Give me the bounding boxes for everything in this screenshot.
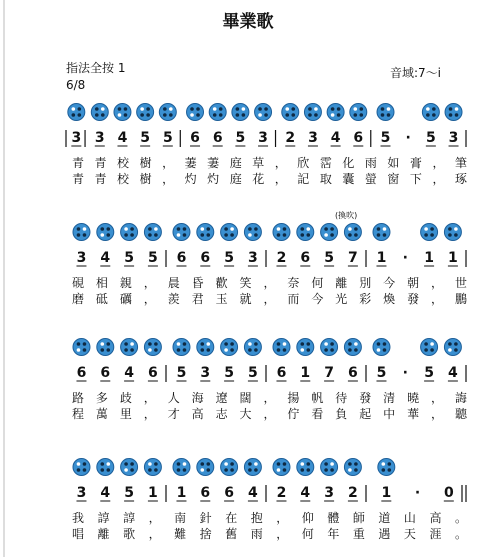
lyrics-verse-1: 青青校樹，萋萋庭草，欣霑化雨如膏，筆 [72, 156, 467, 170]
note: 2 [348, 485, 358, 501]
fingering-icon [244, 459, 261, 476]
note: 6 [176, 250, 187, 266]
fingering-icon [321, 459, 338, 476]
fingering-icon [232, 104, 249, 121]
note: 1 [300, 365, 311, 381]
fingering-icon [144, 224, 161, 241]
fingering-icon [221, 224, 238, 241]
score-system [72, 365, 468, 421]
fingering-icon [321, 339, 338, 356]
note: · [405, 130, 411, 146]
fingering-icon [91, 104, 108, 121]
note: 4 [100, 485, 111, 501]
fingering-icon [197, 339, 214, 356]
note: 5 [176, 365, 187, 381]
note: 5 [235, 130, 246, 146]
note: 6 [300, 250, 311, 266]
note: 2 [276, 485, 287, 501]
fingering-icon [444, 224, 461, 241]
fingering-icon [273, 339, 290, 356]
note: 7 [324, 365, 334, 381]
fingering-icon [209, 104, 226, 121]
fingering-icon [137, 104, 154, 121]
fingering-icon [121, 224, 138, 241]
lyrics-verse-2: 唱離歌，難捨舊雨，何年重遇天涯。 [72, 527, 467, 541]
note: · [402, 250, 408, 266]
fingering-icon [73, 339, 90, 356]
time-signature: 6/8 [66, 78, 86, 92]
note: 5 [376, 365, 387, 381]
fingering-icon [282, 104, 299, 121]
note: 5 [424, 365, 434, 381]
fingering-label: 指法全按 1 [66, 61, 126, 75]
note: 4 [117, 130, 128, 146]
fingering-icon [173, 459, 190, 476]
lyrics-verse-1: 硯相親，晨昏歡笑，奈何離別今朝，世 [72, 276, 467, 290]
fingering-icon [73, 459, 90, 476]
note: 3 [258, 130, 268, 146]
note: 7 [348, 250, 358, 266]
note: 6 [276, 365, 287, 381]
note: 4 [330, 130, 341, 146]
fingering-icon [68, 104, 85, 121]
fingering-icon [97, 459, 114, 476]
note: 6 [200, 250, 211, 266]
fingering-icon [304, 104, 321, 121]
fingering-icon [173, 224, 190, 241]
fingering-icon [344, 459, 361, 476]
fingering-icon [97, 224, 114, 241]
note: 5 [224, 250, 234, 266]
fingering-icon [344, 224, 361, 241]
lyrics-verse-2: 磨砥礪，羨君玉就，而今光彩煥發，鵬 [72, 292, 467, 306]
fingering-icon [350, 104, 367, 121]
note: 5 [124, 250, 134, 266]
note: 1 [376, 250, 387, 266]
range-label: 音域:7～i [390, 66, 442, 80]
score-system [66, 130, 467, 186]
note: 4 [300, 485, 311, 501]
note: 3 [448, 130, 459, 146]
note: 0 [443, 485, 454, 501]
fingering-icon [144, 459, 161, 476]
fingering-icon [421, 339, 438, 356]
note: 3 [248, 250, 258, 266]
note: 3 [76, 485, 87, 501]
fingering-icon [422, 104, 439, 121]
note: 6 [200, 485, 211, 501]
fingering-icon [244, 339, 261, 356]
lyrics-verse-2: 青青校樹，灼灼庭花，記取囊螢窗下，琢 [72, 172, 467, 186]
note: 3 [71, 130, 82, 146]
lyrics-verse-1: 路多歧，人海遼闊，揚帆待發清曉，誨 [72, 391, 467, 405]
fingering-icon [197, 224, 214, 241]
note: 5 [380, 130, 391, 146]
fingering-icon [444, 339, 461, 356]
lyrics-verse-2: 程萬里，才高志大，佇看負起中華，聽 [72, 407, 467, 421]
note: 5 [224, 365, 234, 381]
note: 6 [348, 365, 358, 381]
fingering-icon [273, 459, 290, 476]
score-system [72, 250, 467, 306]
fingering-icon [173, 339, 190, 356]
note: 5 [248, 365, 258, 381]
note: 6 [224, 485, 234, 501]
fingering-icon [187, 104, 204, 121]
fingering-icon [255, 104, 272, 121]
song-title: 畢業歌 [222, 12, 274, 32]
note: 4 [448, 365, 458, 381]
breath-mark: (換吹) [335, 211, 358, 220]
lyrics-verse-1: 我諄諄，南針在抱，仰體師道山高。 [72, 511, 467, 525]
note: 6 [190, 130, 200, 146]
fingering-icon [144, 339, 161, 356]
note: 5 [425, 130, 436, 146]
note: 3 [94, 130, 105, 146]
note: · [414, 485, 421, 501]
fingering-icon [244, 224, 261, 241]
note: 5 [324, 250, 334, 266]
note: 6 [76, 365, 87, 381]
score-system [72, 485, 467, 541]
note: 2 [276, 250, 287, 266]
note: 1 [148, 485, 158, 501]
fingering-icon [121, 459, 138, 476]
fingering-icon [73, 224, 90, 241]
fingering-icon [221, 459, 238, 476]
note: 4 [100, 250, 111, 266]
fingering-icon [221, 339, 238, 356]
fingering-icon [297, 459, 314, 476]
note: 5 [124, 485, 134, 501]
fingering-icon [159, 104, 176, 121]
fingering-icon [273, 224, 290, 241]
fingering-icon [121, 339, 138, 356]
fingering-icon [321, 224, 338, 241]
note: 4 [248, 485, 258, 501]
note: 2 [285, 130, 296, 146]
note: 4 [124, 365, 134, 381]
fingering-icon [297, 339, 314, 356]
fingering-icon [421, 224, 438, 241]
note: 6 [148, 365, 158, 381]
note: 5 [148, 250, 158, 266]
note: 3 [200, 365, 211, 381]
note: 5 [162, 130, 173, 146]
note: 1 [176, 485, 187, 501]
note: 1 [381, 485, 392, 501]
note: 1 [424, 250, 434, 266]
note: 3 [308, 130, 318, 146]
fingering-icon [373, 224, 390, 241]
fingering-icon [445, 104, 462, 121]
fingering-icon [378, 459, 395, 476]
fingering-icon [373, 339, 390, 356]
fingering-icon [344, 339, 361, 356]
fingering-icon [377, 104, 394, 121]
note: 3 [76, 250, 87, 266]
note: · [402, 365, 408, 381]
fingering-icon [297, 224, 314, 241]
fingering-icon [197, 459, 214, 476]
note: 5 [140, 130, 151, 146]
note: 3 [324, 485, 334, 501]
note: 6 [353, 130, 364, 146]
note: 6 [100, 365, 111, 381]
note: 1 [448, 250, 458, 266]
fingering-icon [114, 104, 131, 121]
fingering-icon [97, 339, 114, 356]
fingering-icon [327, 104, 344, 121]
note: 6 [212, 130, 223, 146]
